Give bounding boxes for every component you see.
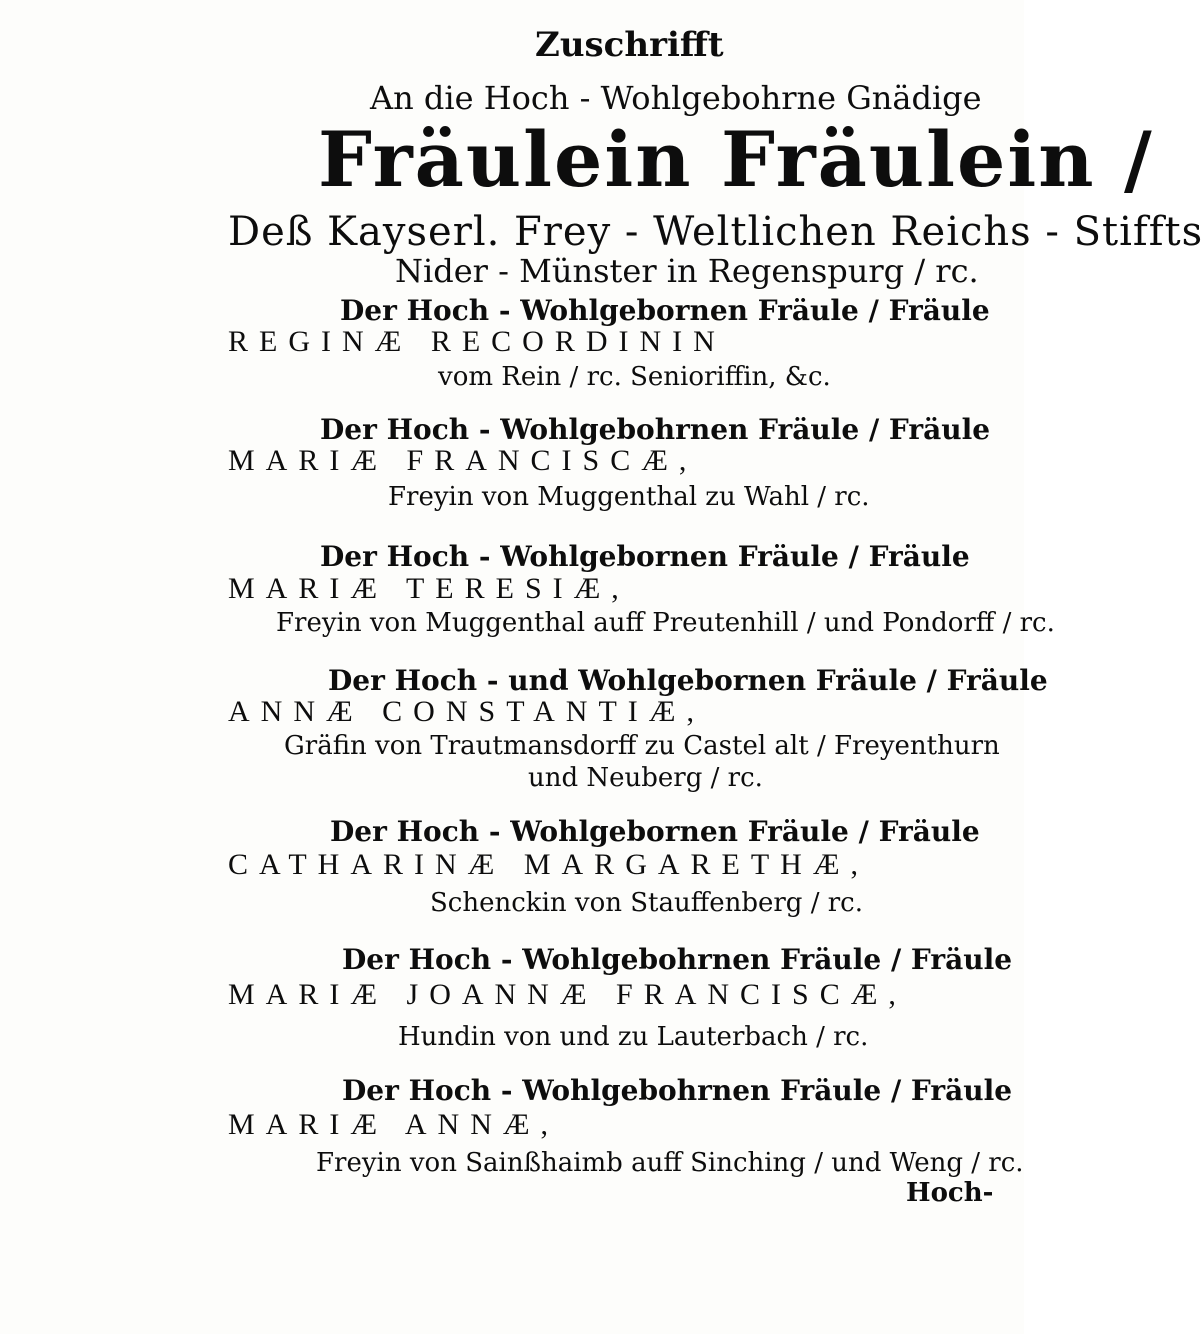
entry-2-name: MARIÆ FRANCISCÆ, [228, 444, 698, 477]
entry-7-header: Der Hoch - Wohlgebohrnen Fräule / Fräule [342, 1074, 1013, 1107]
entry-1-title: vom Rein / rc. Senioriffin, &c. [438, 362, 831, 392]
entry-1-header: Der Hoch - Wohlgebornen Fräule / Fräule [340, 294, 990, 327]
entry-4-title-2: und Neuberg / rc. [528, 763, 763, 793]
entry-3-name: MARIÆ TERESIÆ, [228, 572, 630, 605]
entry-5-name: CATHARINÆ MARGARETHÆ, [228, 848, 870, 881]
entry-4-name: ANNÆ CONSTANTIÆ, [228, 695, 705, 728]
entry-6-header: Der Hoch - Wohlgebohrnen Fräule / Fräule [342, 943, 1013, 976]
dedication-line-3: Nider - Münster in Regenspurg / rc. [395, 252, 979, 290]
entry-6-title: Hundin von und zu Lauterbach / rc. [398, 1022, 869, 1052]
entry-4-title: Gräfin von Trautmansdorff zu Castel alt / Freyenthurn [284, 731, 1000, 761]
dedication-line-2: Deß Kayserl. Frey - Weltlichen Reichs - Stiffts [228, 209, 1203, 255]
entry-7-title: Freyin von Sainßhaimb auff Sinching / und Weng / rc. [316, 1148, 1024, 1178]
dedication-headline: Fräulein Fräulein / [318, 115, 1154, 204]
entry-4-header: Der Hoch - und Wohlgebornen Fräule / Fräule [328, 664, 1048, 697]
entry-1-name: REGINÆ RECORDININ [228, 325, 726, 358]
dedication-line-1: An die Hoch - Wohlgebohrne Gnädige [370, 79, 982, 117]
page-title: Zuschrifft [535, 25, 724, 65]
entry-5-header: Der Hoch - Wohlgebornen Fräule / Fräule [330, 815, 980, 848]
entry-3-title: Freyin von Muggenthal auff Preutenhill / und Pondorff / rc. [276, 608, 1055, 638]
entry-6-name: MARIÆ JOANNÆ FRANCISCÆ, [228, 978, 907, 1011]
entry-3-header: Der Hoch - Wohlgebornen Fräule / Fräule [320, 540, 970, 573]
entry-2-title: Freyin von Muggenthal zu Wahl / rc. [388, 482, 870, 512]
catchword: Hoch- [906, 1178, 994, 1208]
entry-5-title: Schenckin von Stauffenberg / rc. [430, 888, 863, 918]
entry-2-header: Der Hoch - Wohlgebohrnen Fräule / Fräule [320, 413, 991, 446]
entry-7-name: MARIÆ ANNÆ, [228, 1108, 560, 1141]
